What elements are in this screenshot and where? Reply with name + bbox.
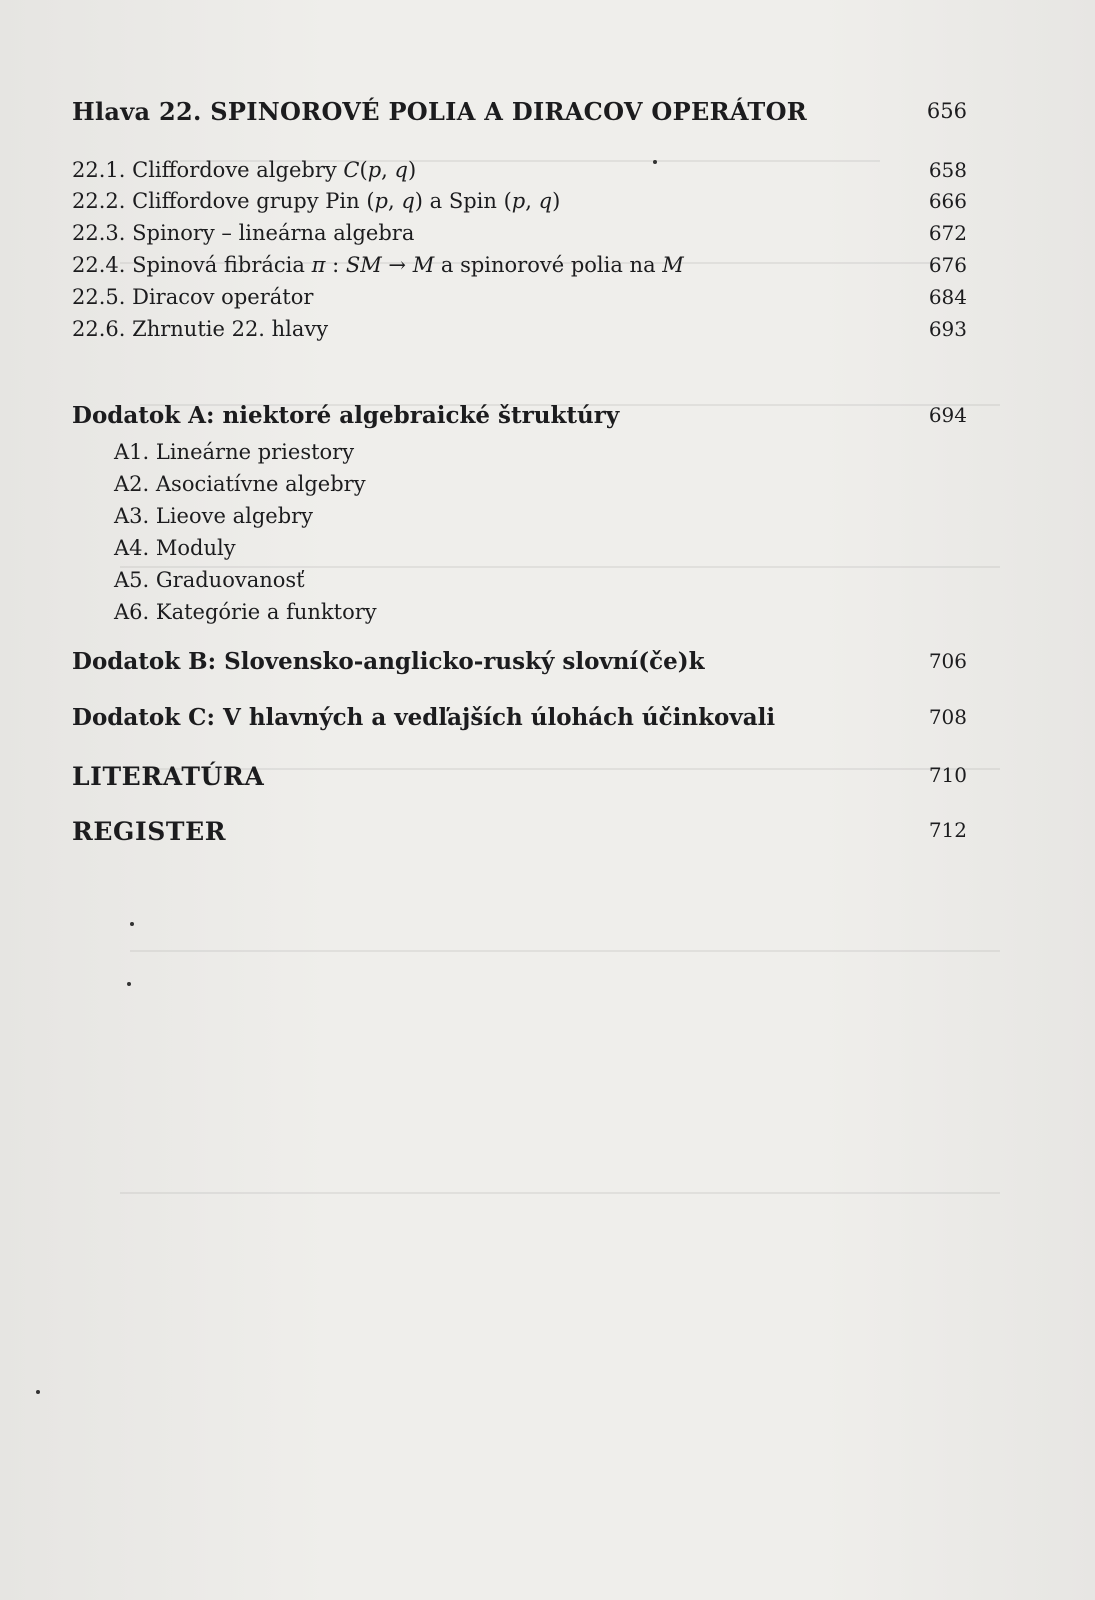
section-page: 676: [928, 253, 967, 277]
item-number: A1.: [114, 440, 150, 464]
appendix-item-a2[interactable]: [114, 472, 366, 496]
item-title: Lieove algebry: [155, 504, 314, 528]
literatura-title[interactable]: LITERATÚRA: [72, 762, 265, 791]
section-page: 658: [928, 158, 967, 182]
register-page: 712: [928, 818, 967, 842]
item-title: Graduovanosť: [155, 568, 305, 592]
section-title: Zhrnutie 22. hlavy: [132, 317, 329, 341]
toc-entry-22-3[interactable]: [72, 221, 414, 245]
item-title: Moduly: [155, 536, 236, 560]
paper-speck: [36, 1390, 40, 1394]
paper-speck: [127, 982, 131, 986]
appendix-item-a5[interactable]: [114, 568, 305, 592]
appendix-item-a6[interactable]: [114, 600, 377, 624]
appendix-a-page: 694: [928, 403, 967, 427]
section-page: 684: [928, 285, 967, 309]
toc-entry-22-2[interactable]: [72, 189, 560, 213]
section-number: 22.4.: [72, 253, 126, 277]
appendix-c-title[interactable]: Dodatok C: V hlavných a vedľajších úlohách účinkovali: [72, 704, 776, 731]
section-number: 22.6.: [72, 317, 126, 341]
appendix-item-a4[interactable]: [114, 536, 236, 560]
appendix-a-title[interactable]: Dodatok A: niektoré algebraické štruktúry: [72, 402, 620, 429]
section-title: Diracov operátor: [132, 285, 314, 309]
section-title: Cliffordove algebry C(p, q): [132, 158, 417, 182]
item-title: Kategórie a funktory: [155, 600, 377, 624]
toc-entry-22-1[interactable]: [72, 158, 416, 182]
section-title: Cliffordove grupy Pin (p, q) a Spin (p, q): [132, 189, 561, 213]
section-number: 22.1.: [72, 158, 126, 182]
appendix-c-page: 708: [928, 705, 967, 729]
item-number: A6.: [114, 600, 150, 624]
paper-speck: [653, 160, 657, 164]
section-title: Spinová fibrácia π : SM → M a spinorové polia na M: [132, 253, 684, 277]
item-number: A4.: [114, 536, 150, 560]
section-number: 22.3.: [72, 221, 126, 245]
toc-entry-22-6[interactable]: [72, 317, 328, 341]
appendix-b-page: 706: [928, 649, 967, 673]
section-page: 693: [928, 317, 967, 341]
item-number: A5.: [114, 568, 150, 592]
appendix-item-a3[interactable]: [114, 504, 313, 528]
item-number: A3.: [114, 504, 150, 528]
appendix-item-a1[interactable]: [114, 440, 354, 464]
section-title: Spinory – lineárna algebra: [132, 221, 415, 245]
item-title: Asociatívne algebry: [155, 472, 366, 496]
toc-entry-22-4[interactable]: [72, 253, 684, 277]
toc-entry-22-5[interactable]: [72, 285, 313, 309]
section-number: 22.2.: [72, 189, 126, 213]
register-title[interactable]: REGISTER: [72, 817, 227, 846]
item-number: A2.: [114, 472, 150, 496]
paper-speck: [130, 922, 134, 926]
section-number: 22.5.: [72, 285, 126, 309]
chapter-title: Hlava 22. SPINOROVÉ POLIA A DIRACOV OPERÁTOR: [72, 97, 808, 126]
appendix-b-title[interactable]: Dodatok B: Slovensko-anglicko-ruský slovní(če)k: [72, 648, 705, 675]
section-page: 666: [928, 189, 967, 213]
item-title: Lineárne priestory: [155, 440, 355, 464]
chapter-page: 656: [926, 99, 967, 123]
literatura-page: 710: [928, 763, 967, 787]
section-page: 672: [928, 221, 967, 245]
